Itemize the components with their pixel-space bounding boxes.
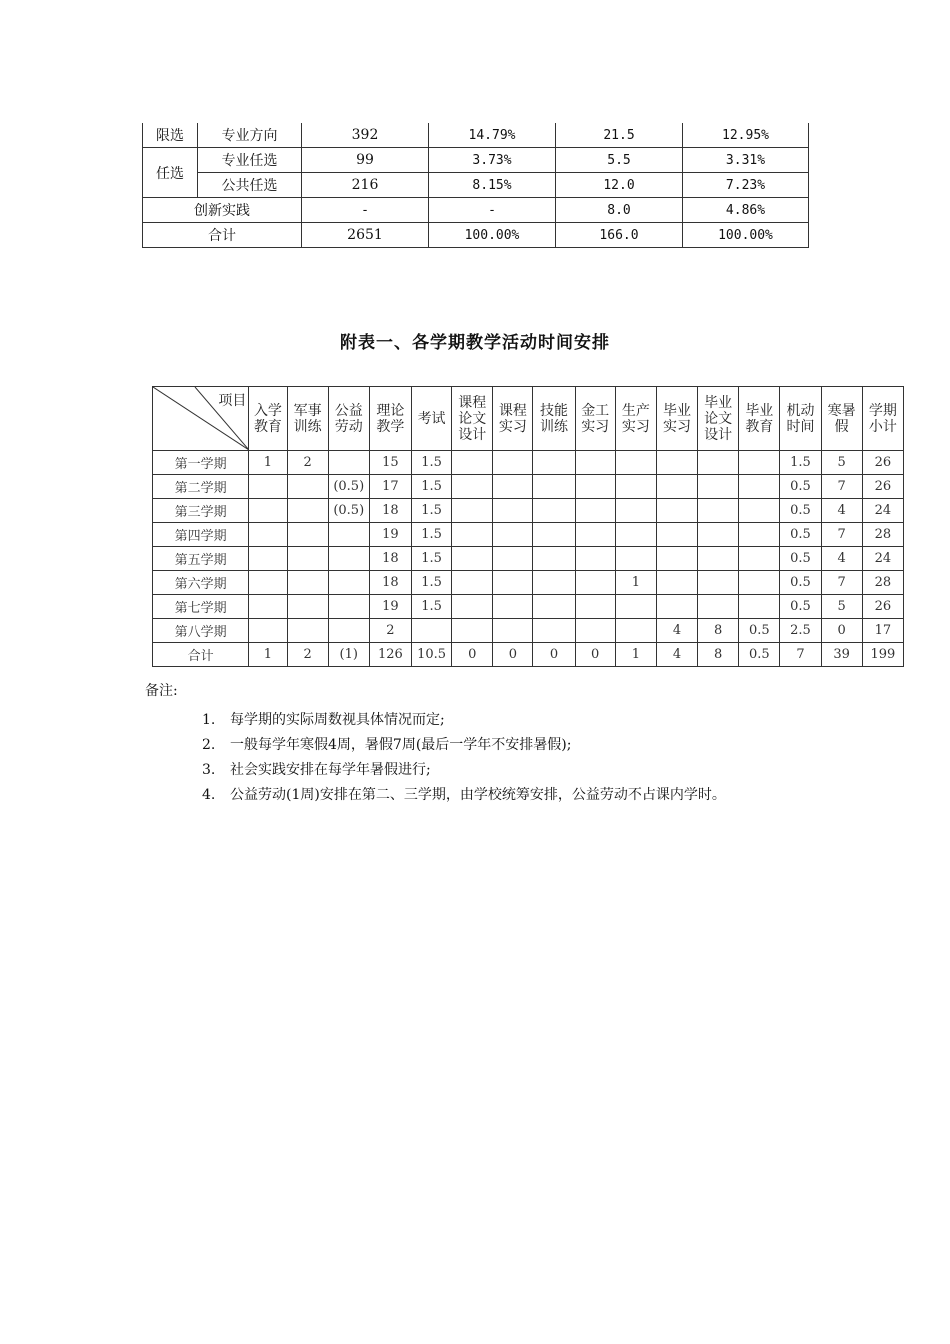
table-cell: 15 — [369, 451, 411, 475]
table-cell — [698, 451, 739, 475]
table-cell: 10.5 — [411, 643, 451, 667]
table-cell: 8 — [698, 643, 739, 667]
table-cell — [615, 499, 656, 523]
table-cell — [739, 571, 780, 595]
table-cell — [249, 595, 287, 619]
table-cell — [533, 619, 575, 643]
note-text: 每学期的实际周数视具体情况而定; — [230, 712, 445, 728]
table-cell — [493, 619, 533, 643]
table-cell — [452, 571, 493, 595]
table-cell — [739, 523, 780, 547]
column-header: 考试 — [411, 387, 451, 451]
table-cell — [575, 571, 615, 595]
table-cell: 28 — [862, 523, 903, 547]
table-cell: 1.5 — [411, 451, 451, 475]
semester-label: 合计 — [153, 643, 249, 667]
diagonal-corner-header — [153, 387, 249, 451]
table-cell: 0 — [575, 643, 615, 667]
table-cell — [533, 595, 575, 619]
hours-percent-cell: 14.79% — [429, 123, 556, 148]
row-label-cell: 合计 — [143, 223, 302, 248]
table-cell — [739, 547, 780, 571]
table-cell — [656, 595, 697, 619]
table-row — [143, 173, 809, 198]
table-cell: 4 — [821, 499, 862, 523]
table-cell: 0.5 — [780, 499, 821, 523]
hours-percent-cell: 100.00% — [429, 223, 556, 248]
column-header: 毕业教育 — [739, 387, 780, 451]
table-cell — [698, 595, 739, 619]
note-text: 公益劳动(1周)安排在第二、三学期，由学校统筹安排，公益劳动不占课内学时。 — [230, 787, 726, 803]
credits-cell: 5.5 — [556, 148, 683, 173]
table-cell: 18 — [369, 499, 411, 523]
table-cell: 1.5 — [411, 595, 451, 619]
header-row — [153, 387, 904, 451]
table-cell: (1) — [328, 643, 369, 667]
notes-section — [145, 680, 726, 811]
table-cell: 0.5 — [780, 475, 821, 499]
table-cell — [575, 595, 615, 619]
table-cell — [615, 547, 656, 571]
table-cell — [328, 571, 369, 595]
table-cell — [739, 475, 780, 499]
table-cell — [656, 571, 697, 595]
subcategory-cell: 专业任选 — [198, 148, 302, 173]
table-cell — [287, 499, 328, 523]
table-cell: 1 — [249, 451, 287, 475]
table-cell — [328, 595, 369, 619]
table-cell: 1.5 — [411, 571, 451, 595]
table-cell: 26 — [862, 451, 903, 475]
table-cell — [615, 595, 656, 619]
notes-list — [145, 711, 726, 811]
notes-label: 备注: — [145, 683, 178, 699]
table-cell — [493, 499, 533, 523]
table-row — [153, 643, 904, 667]
table-cell — [249, 547, 287, 571]
note-text: 社会实践安排在每学年暑假进行; — [230, 762, 431, 778]
table-cell: 0 — [533, 643, 575, 667]
table-cell — [698, 547, 739, 571]
section-title: 附表一、各学期教学活动时间安排 — [340, 333, 610, 353]
table-cell — [452, 475, 493, 499]
table-cell — [249, 499, 287, 523]
table-row — [143, 123, 809, 148]
category-cell: 限选 — [143, 123, 198, 148]
table-cell: 24 — [862, 499, 903, 523]
list-item — [145, 761, 726, 786]
note-text: 一般每学年寒假4周，暑假7周(最后一学年不安排暑假); — [230, 737, 572, 753]
table-cell: 0.5 — [780, 571, 821, 595]
column-header: 金工实习 — [575, 387, 615, 451]
corner-label: 项目 — [218, 393, 247, 409]
table-cell: 5 — [821, 595, 862, 619]
table-cell: 4 — [656, 619, 697, 643]
list-item — [145, 786, 726, 811]
column-header: 理论教学 — [369, 387, 411, 451]
semester-label: 第六学期 — [153, 571, 249, 595]
list-item — [145, 711, 726, 736]
table-cell — [615, 475, 656, 499]
table-cell: 1 — [615, 571, 656, 595]
table-cell — [739, 595, 780, 619]
table-cell — [615, 619, 656, 643]
table-cell — [287, 619, 328, 643]
hours-cell: - — [302, 198, 429, 223]
credit-summary-table — [142, 123, 809, 248]
table-cell — [575, 523, 615, 547]
table-cell: 0 — [821, 619, 862, 643]
hours-percent-cell: 8.15% — [429, 173, 556, 198]
table-cell — [493, 475, 533, 499]
credits-cell: 12.0 — [556, 173, 683, 198]
table-cell — [739, 499, 780, 523]
table-row — [143, 223, 809, 248]
table-cell — [328, 523, 369, 547]
table-cell — [493, 595, 533, 619]
table-cell: 0 — [493, 643, 533, 667]
table-cell: 19 — [369, 523, 411, 547]
table-cell: 18 — [369, 571, 411, 595]
table-cell — [533, 451, 575, 475]
credits-cell: 166.0 — [556, 223, 683, 248]
table-cell: 26 — [862, 475, 903, 499]
table-cell — [493, 547, 533, 571]
table-cell — [287, 475, 328, 499]
table-cell — [287, 571, 328, 595]
table-cell: 7 — [780, 643, 821, 667]
table-cell — [575, 451, 615, 475]
table-cell: 0.5 — [780, 523, 821, 547]
table-cell — [287, 595, 328, 619]
table-cell — [493, 451, 533, 475]
table-row — [143, 148, 809, 173]
credits-percent-cell: 7.23% — [683, 173, 809, 198]
table-row — [153, 499, 904, 523]
credits-percent-cell: 12.95% — [683, 123, 809, 148]
table-cell: 0.5 — [780, 547, 821, 571]
credits-cell: 8.0 — [556, 198, 683, 223]
table-cell: 1.5 — [780, 451, 821, 475]
note-number: 3. — [202, 762, 216, 778]
column-header: 入学教育 — [249, 387, 287, 451]
table-cell: 2 — [287, 451, 328, 475]
table-cell — [452, 451, 493, 475]
table-cell — [656, 547, 697, 571]
list-item — [145, 736, 726, 761]
table-cell: 8 — [698, 619, 739, 643]
table-cell — [533, 571, 575, 595]
table-cell: 4 — [656, 643, 697, 667]
table-cell — [249, 475, 287, 499]
table-cell — [328, 451, 369, 475]
table-cell — [615, 451, 656, 475]
table-cell: 28 — [862, 571, 903, 595]
table-cell: 7 — [821, 571, 862, 595]
table-cell — [533, 547, 575, 571]
table-cell: 19 — [369, 595, 411, 619]
table-cell — [656, 499, 697, 523]
table-cell — [533, 499, 575, 523]
table-cell — [493, 571, 533, 595]
row-label-cell: 创新实践 — [143, 198, 302, 223]
table-cell: 1 — [249, 643, 287, 667]
table-cell: 7 — [821, 523, 862, 547]
table-row — [153, 523, 904, 547]
table-cell — [287, 523, 328, 547]
semester-schedule-table — [152, 386, 904, 667]
column-header: 毕业论文设计 — [698, 387, 739, 451]
table-cell: 2 — [369, 619, 411, 643]
table-cell — [533, 523, 575, 547]
subcategory-cell: 公共任选 — [198, 173, 302, 198]
column-header: 学期小计 — [862, 387, 903, 451]
hours-percent-cell: - — [429, 198, 556, 223]
table-cell: 1.5 — [411, 523, 451, 547]
table-cell — [249, 571, 287, 595]
column-header: 技能训练 — [533, 387, 575, 451]
table-cell — [533, 475, 575, 499]
table-cell — [698, 523, 739, 547]
subcategory-cell: 专业方向 — [198, 123, 302, 148]
table-cell: (0.5) — [328, 499, 369, 523]
table-row — [153, 619, 904, 643]
semester-label: 第一学期 — [153, 451, 249, 475]
table-cell: 1 — [615, 643, 656, 667]
note-number: 4. — [202, 787, 216, 803]
column-header: 生产实习 — [615, 387, 656, 451]
column-header: 机动时间 — [780, 387, 821, 451]
table-row — [153, 547, 904, 571]
table-cell: 0 — [452, 643, 493, 667]
table-cell — [575, 547, 615, 571]
table-cell — [452, 523, 493, 547]
table-cell: 4 — [821, 547, 862, 571]
table-cell: 17 — [862, 619, 903, 643]
table-cell — [575, 499, 615, 523]
hours-cell: 216 — [302, 173, 429, 198]
note-number: 2. — [202, 737, 216, 753]
credits-cell: 21.5 — [556, 123, 683, 148]
credits-percent-cell: 100.00% — [683, 223, 809, 248]
table-cell: 0.5 — [780, 595, 821, 619]
semester-label: 第八学期 — [153, 619, 249, 643]
table-cell: 18 — [369, 547, 411, 571]
table-cell — [698, 475, 739, 499]
table-cell: 26 — [862, 595, 903, 619]
column-header: 课程论文设计 — [452, 387, 493, 451]
hours-cell: 99 — [302, 148, 429, 173]
column-header: 课程实习 — [493, 387, 533, 451]
category-cell: 任选 — [143, 148, 198, 198]
table-cell: 0.5 — [739, 619, 780, 643]
table-cell: 5 — [821, 451, 862, 475]
table-cell: 39 — [821, 643, 862, 667]
table-cell — [656, 451, 697, 475]
column-header: 军事训练 — [287, 387, 328, 451]
table-cell — [452, 619, 493, 643]
hours-percent-cell: 3.73% — [429, 148, 556, 173]
table-cell: 0.5 — [739, 643, 780, 667]
table-cell — [493, 523, 533, 547]
table-row — [153, 451, 904, 475]
table-cell: 7 — [821, 475, 862, 499]
table-cell: 1.5 — [411, 499, 451, 523]
table-cell — [452, 499, 493, 523]
table-cell — [249, 619, 287, 643]
semester-label: 第五学期 — [153, 547, 249, 571]
table-cell: 1.5 — [411, 475, 451, 499]
table-cell — [656, 475, 697, 499]
note-number: 1. — [202, 712, 216, 728]
credits-percent-cell: 4.86% — [683, 198, 809, 223]
table-cell — [656, 523, 697, 547]
table-cell: 2.5 — [780, 619, 821, 643]
table-cell: 2 — [287, 643, 328, 667]
semester-label: 第四学期 — [153, 523, 249, 547]
table-cell — [739, 451, 780, 475]
table-cell — [452, 595, 493, 619]
table-row — [153, 475, 904, 499]
column-header: 公益劳动 — [328, 387, 369, 451]
table-cell: 199 — [862, 643, 903, 667]
table-cell: 24 — [862, 547, 903, 571]
semester-label: 第二学期 — [153, 475, 249, 499]
table-cell — [328, 547, 369, 571]
table-cell — [575, 619, 615, 643]
semester-label: 第七学期 — [153, 595, 249, 619]
table-row — [153, 595, 904, 619]
table-cell — [328, 619, 369, 643]
table-cell: 126 — [369, 643, 411, 667]
column-header: 毕业实习 — [656, 387, 697, 451]
table-cell — [575, 475, 615, 499]
credits-percent-cell: 3.31% — [683, 148, 809, 173]
table-cell: (0.5) — [328, 475, 369, 499]
table-row — [153, 571, 904, 595]
table-cell: 17 — [369, 475, 411, 499]
hours-cell: 392 — [302, 123, 429, 148]
table-cell — [411, 619, 451, 643]
table-cell — [698, 499, 739, 523]
table-cell — [615, 523, 656, 547]
table-cell — [452, 547, 493, 571]
table-cell — [698, 571, 739, 595]
table-row — [143, 198, 809, 223]
table-cell — [287, 547, 328, 571]
semester-label: 第三学期 — [153, 499, 249, 523]
table-cell: 1.5 — [411, 547, 451, 571]
table-cell — [249, 523, 287, 547]
column-header: 寒暑假 — [821, 387, 862, 451]
hours-cell: 2651 — [302, 223, 429, 248]
